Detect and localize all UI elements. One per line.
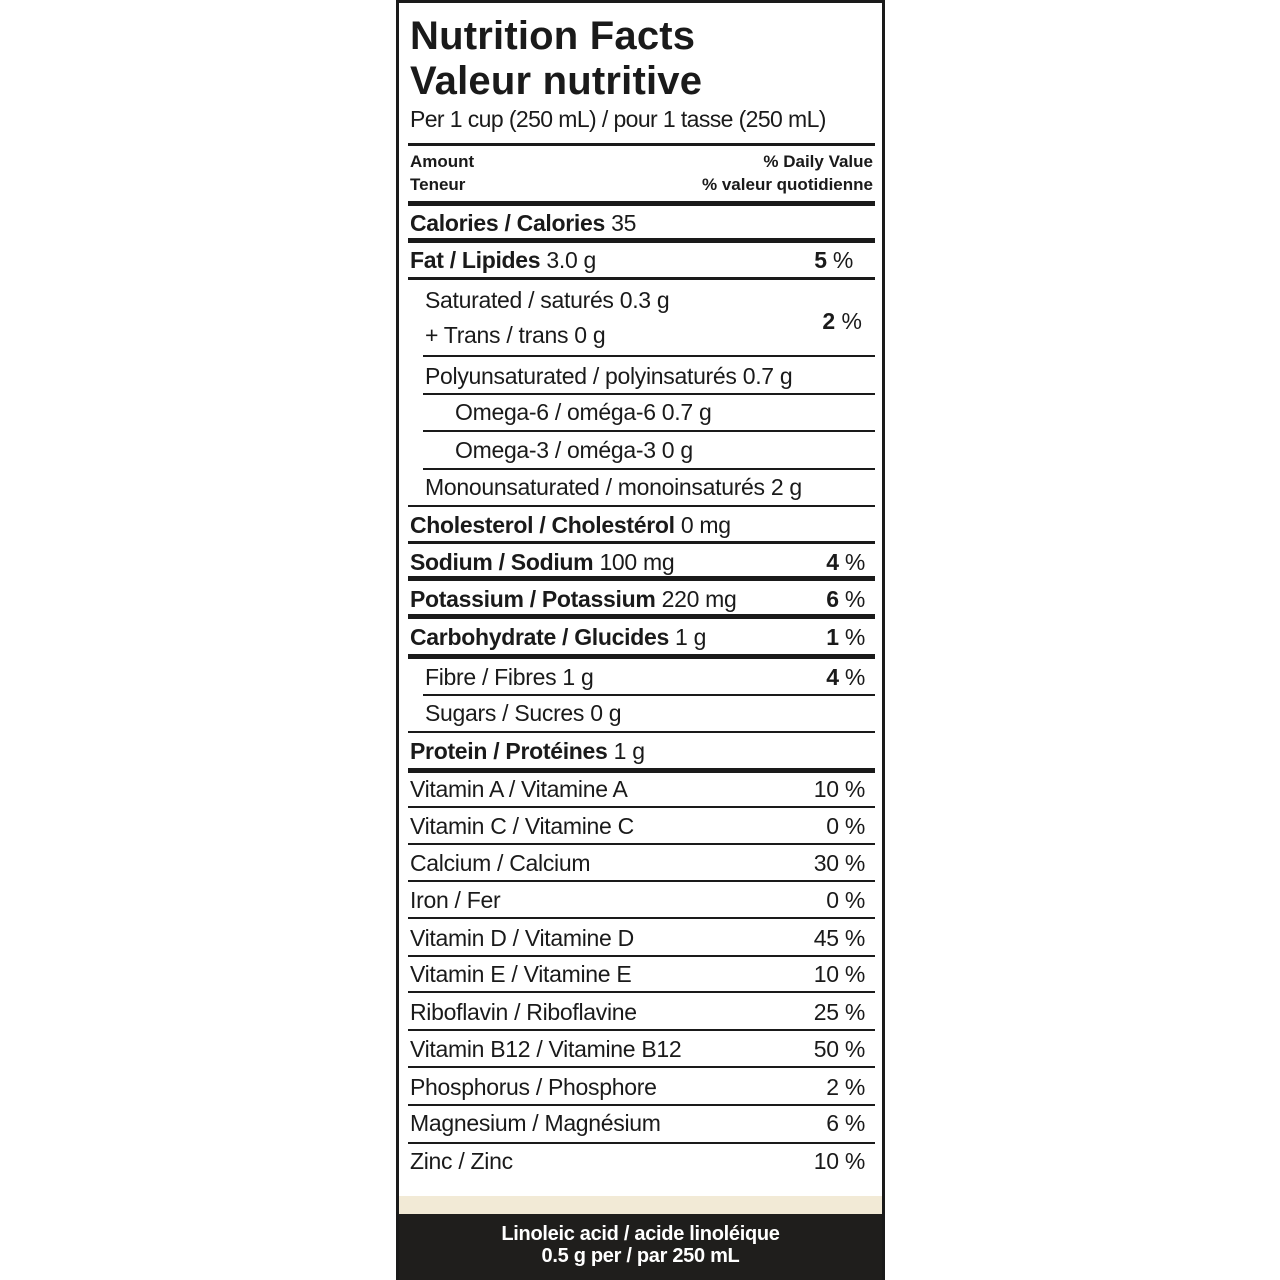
fat-label: Fat / Lipides bbox=[410, 247, 541, 273]
vitamin-daily-value: 6 % bbox=[826, 1110, 865, 1136]
saturated-row: Saturated / saturés 0.3 g bbox=[425, 287, 670, 313]
carbohydrate-label: Carbohydrate / Glucides bbox=[410, 624, 669, 650]
vitamin-label: Riboflavin / Riboflavine bbox=[410, 999, 637, 1025]
vitamin-daily-value: 10 % bbox=[813, 1148, 865, 1174]
vitamin-daily-value: 10 % bbox=[813, 776, 865, 802]
cholesterol-row bbox=[410, 509, 865, 541]
vitamin-daily-value: 0 % bbox=[826, 887, 865, 913]
vitamin-label: Magnesium / Magnésium bbox=[410, 1110, 661, 1136]
vitamin-daily-value: 10 % bbox=[813, 961, 865, 987]
rule-vitamin-c bbox=[408, 843, 875, 845]
carbohydrate-row bbox=[410, 621, 865, 653]
vitamin-c-row bbox=[410, 810, 865, 842]
vitamin-b12-row bbox=[410, 1033, 865, 1065]
sodium-daily-value: 4 % bbox=[826, 549, 865, 575]
sodium-label: Sodium / Sodium bbox=[410, 549, 594, 575]
vitamin-label: Vitamin E / Vitamine E bbox=[410, 961, 632, 987]
potassium-daily-value: 6 % bbox=[826, 586, 865, 612]
vitamin-daily-value: 45 % bbox=[813, 925, 865, 951]
rule-under-omega3 bbox=[423, 468, 875, 470]
rule-calcium bbox=[408, 880, 875, 882]
rule-riboflavin bbox=[408, 1029, 875, 1031]
rule-vitamin-b12 bbox=[408, 1066, 875, 1068]
potassium-label: Potassium / Potassium bbox=[410, 586, 656, 612]
vitamin-label: Vitamin B12 / Vitamine B12 bbox=[410, 1036, 682, 1062]
cholesterol-label: Cholesterol / Cholestérol bbox=[410, 512, 675, 538]
sodium-row bbox=[410, 546, 865, 578]
footer-line-1: Linoleic acid / acide linoléique bbox=[501, 1223, 780, 1245]
cholesterol-value: 0 mg bbox=[680, 512, 731, 538]
rule-phosphorus bbox=[408, 1104, 875, 1106]
vitamin-label: Vitamin D / Vitamine D bbox=[410, 925, 634, 951]
fat-row bbox=[410, 244, 865, 276]
fibre-label: Fibre / Fibres 1 g bbox=[425, 664, 594, 690]
footer-line-2: 0.5 g per / par 250 mL bbox=[541, 1245, 740, 1267]
carbohydrate-daily-value: 1 % bbox=[826, 624, 865, 650]
rule-under-calories bbox=[408, 238, 875, 243]
vitamin-daily-value: 30 % bbox=[813, 850, 865, 876]
title-fr: Valeur nutritive bbox=[410, 59, 703, 103]
saturated-trans-daily-value: 2 % bbox=[822, 308, 862, 334]
vitamin-label: Vitamin C / Vitamine C bbox=[410, 813, 634, 839]
rule-under-carbohydrate bbox=[408, 654, 875, 659]
sugars-row: Sugars / Sucres 0 g bbox=[425, 700, 622, 726]
phosphorus-row bbox=[410, 1071, 865, 1103]
omega3-row: Omega-3 / oméga-3 0 g bbox=[455, 437, 693, 463]
vitamin-label: Zinc / Zinc bbox=[410, 1148, 513, 1174]
trans-row: + Trans / trans 0 g bbox=[425, 322, 606, 348]
title-en: Nutrition Facts bbox=[410, 14, 696, 58]
protein-row bbox=[410, 735, 865, 767]
rule-vitamin-d bbox=[408, 955, 875, 957]
calories-label: Calories / Calories bbox=[410, 210, 605, 236]
amount-label-fr: Teneur bbox=[410, 175, 466, 194]
rule-under-potassium bbox=[408, 614, 875, 619]
vitamin-e-row bbox=[410, 958, 865, 990]
fibre-daily-value: 4 % bbox=[826, 664, 865, 690]
vitamin-a-row bbox=[410, 773, 865, 805]
rule-magnesium bbox=[408, 1142, 875, 1144]
footer-divider bbox=[399, 1196, 882, 1214]
rule-under-polyunsaturated bbox=[423, 393, 875, 395]
carbohydrate-value: 1 g bbox=[675, 624, 707, 650]
potassium-row bbox=[410, 583, 865, 615]
riboflavin-row bbox=[410, 996, 865, 1028]
nutrition-facts-label bbox=[396, 0, 885, 1280]
iron-row bbox=[410, 884, 865, 916]
magnesium-row bbox=[410, 1107, 865, 1139]
calcium-row bbox=[410, 847, 865, 879]
fat-daily-value: 5 % bbox=[814, 247, 853, 273]
rule-under-omega6 bbox=[423, 430, 875, 432]
protein-value: 1 g bbox=[613, 738, 645, 764]
vitamin-daily-value: 2 % bbox=[826, 1074, 865, 1100]
vitamin-daily-value: 50 % bbox=[813, 1036, 865, 1062]
rule-under-trans bbox=[423, 355, 875, 357]
vitamin-d-row bbox=[410, 922, 865, 954]
vitamin-label: Calcium / Calcium bbox=[410, 850, 591, 876]
omega6-row: Omega-6 / oméga-6 0.7 g bbox=[455, 399, 712, 425]
rule-iron bbox=[408, 917, 875, 919]
rule-vitamin-a bbox=[408, 806, 875, 808]
sodium-value: 100 mg bbox=[599, 549, 675, 575]
rule-under-fibre bbox=[423, 694, 875, 696]
amount-label-en: Amount bbox=[410, 152, 475, 171]
fat-value: 3.0 g bbox=[546, 247, 597, 273]
fibre-row bbox=[425, 661, 865, 693]
calories-value: 35 bbox=[611, 210, 637, 236]
rule-under-fat bbox=[408, 277, 875, 280]
vitamin-daily-value: 25 % bbox=[813, 999, 865, 1025]
vitamin-label: Iron / Fer bbox=[410, 887, 501, 913]
rule-under-serving bbox=[408, 143, 875, 146]
vitamin-daily-value: 0 % bbox=[826, 813, 865, 839]
serving-size: Per 1 cup (250 mL) / pour 1 tasse (250 mL) bbox=[410, 106, 826, 132]
polyunsaturated-row: Polyunsaturated / polyinsaturés 0.7 g bbox=[425, 363, 793, 389]
label-title bbox=[410, 14, 702, 104]
monounsaturated-row: Monounsaturated / monoinsaturés 2 g bbox=[425, 474, 802, 500]
calories-row bbox=[410, 207, 865, 239]
rule-under-cholesterol bbox=[408, 541, 875, 544]
rule-under-sodium bbox=[408, 576, 875, 581]
zinc-row bbox=[410, 1145, 865, 1177]
rule-under-header bbox=[408, 201, 875, 206]
rule-under-monounsaturated bbox=[408, 505, 875, 507]
linoleic-acid-footer bbox=[399, 1214, 882, 1280]
protein-label: Protein / Protéines bbox=[410, 738, 608, 764]
daily-value-label-en: % Daily Value bbox=[763, 152, 873, 171]
label-top-border bbox=[399, 0, 882, 3]
rule-under-sugars bbox=[408, 731, 875, 733]
potassium-value: 220 mg bbox=[661, 586, 737, 612]
vitamin-label: Phosphorus / Phosphore bbox=[410, 1074, 657, 1100]
rule-vitamin-e bbox=[408, 991, 875, 993]
vitamin-label: Vitamin A / Vitamine A bbox=[410, 776, 628, 802]
daily-value-label-fr: % valeur quotidienne bbox=[702, 175, 873, 194]
